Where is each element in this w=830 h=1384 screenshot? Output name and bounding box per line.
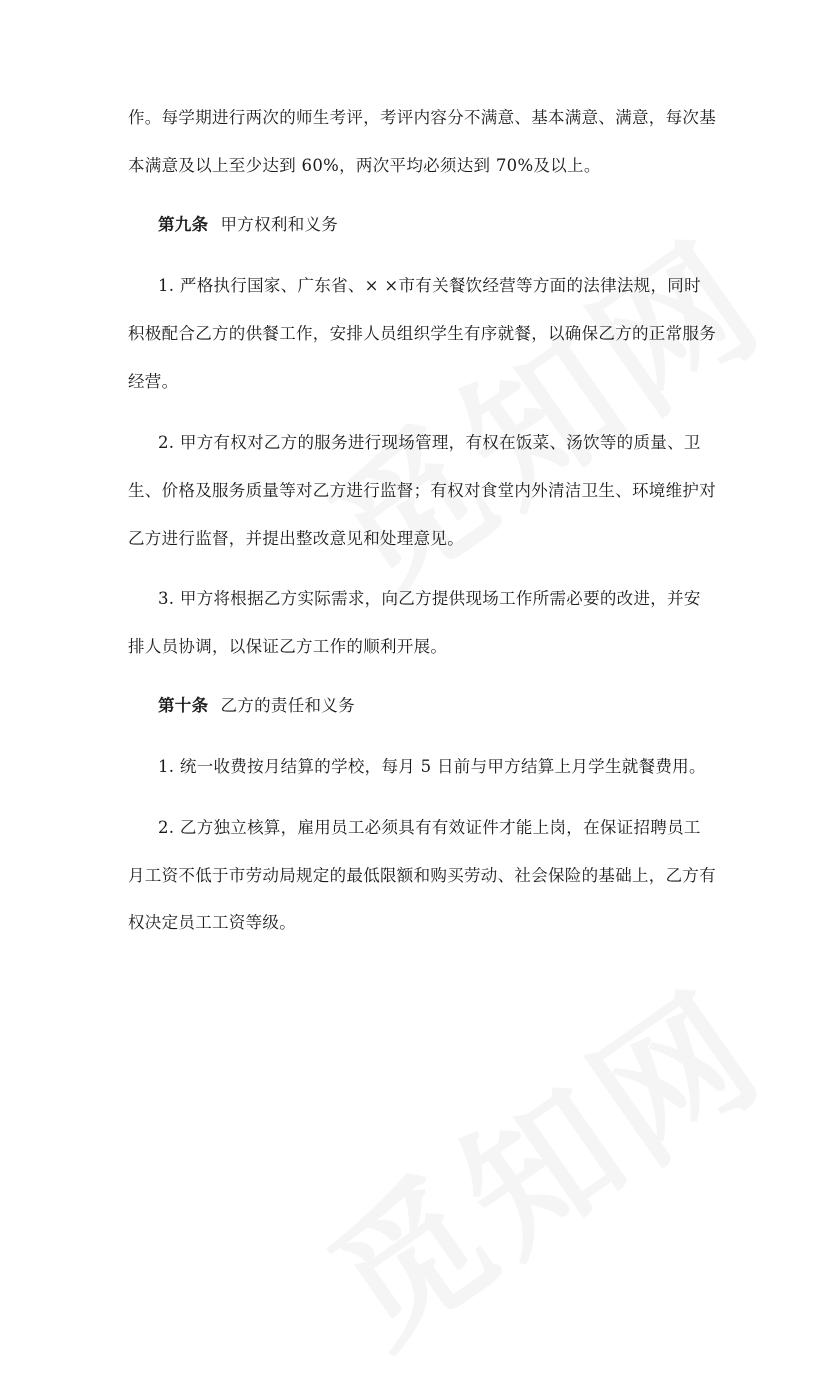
paragraph-line: 1. 严格执行国家、广东省、× ×市有关餐饮经营等方面的法律法规，同时 xyxy=(158,276,701,295)
article-9-number: 第九条 xyxy=(158,215,209,234)
paragraph-line: 2. 甲方有权对乙方的服务进行现场管理，有权在饭菜、汤饮等的质量、卫 xyxy=(158,433,701,452)
article-10-number: 第十条 xyxy=(158,696,209,715)
paragraph-line: 生、价格及服务质量等对乙方进行监督；有权对食堂内外清洁卫生、环境维护对 xyxy=(128,481,716,500)
paragraph-line: 经营。 xyxy=(128,372,179,391)
article-10-heading xyxy=(158,696,355,716)
article-9-heading xyxy=(158,215,338,235)
article-10-title: 乙方的责任和义务 xyxy=(220,696,355,715)
paragraph-line: 权决定员工工资等级。 xyxy=(128,913,296,932)
paragraph-line: 积极配合乙方的供餐工作，安排人员组织学生有序就餐，以确保乙方的正常服务 xyxy=(128,324,716,343)
paragraph-line: 1. 统一收费按月结算的学校，每月 5 日前与甲方结算上月学生就餐费用。 xyxy=(158,757,706,776)
paragraph-line: 本满意及以上至少达到 60%，两次平均必须达到 70%及以上。 xyxy=(128,156,601,175)
watermark-logo xyxy=(281,182,798,634)
article-9-title: 甲方权利和义务 xyxy=(220,215,339,234)
paragraph-line: 2. 乙方独立核算，雇用员工必须具有有效证件才能上岗，在保证招聘员工 xyxy=(158,818,701,837)
watermark-logo-bottom xyxy=(281,932,798,1384)
paragraph-line: 作。每学期进行两次的师生考评，考评内容分不满意、基本满意、满意，每次基 xyxy=(128,108,716,127)
paragraph-line: 乙方进行监督，并提出整改意见和处理意见。 xyxy=(128,529,464,548)
paragraph-line: 排人员协调，以保证乙方工作的顺利开展。 xyxy=(128,637,448,656)
paragraph-line: 月工资不低于市劳动局规定的最低限额和购买劳动、社会保险的基础上，乙方有 xyxy=(128,866,716,885)
paragraph-line: 3. 甲方将根据乙方实际需求，向乙方提供现场工作所需必要的改进，并安 xyxy=(158,589,701,608)
